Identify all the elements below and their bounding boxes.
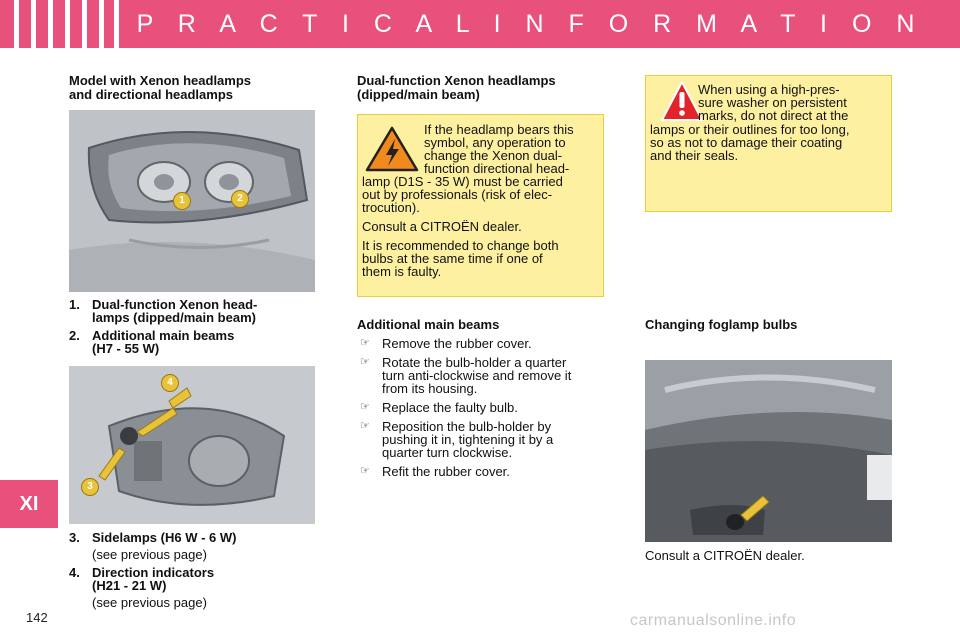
list-item: ☞ Rotate the bulb-holder a quarter turn anti-clockwise and remove it from its housing. — [360, 355, 572, 396]
page-header — [0, 0, 960, 48]
hand-pointer-icon: ☞ — [360, 420, 370, 432]
header-stripe — [14, 0, 19, 48]
electric-hazard-icon — [364, 125, 420, 173]
header-stripe — [99, 0, 104, 48]
additional-beams-steps — [357, 337, 604, 484]
list-item: 2. Additional main beams (H7 - 55 W) — [69, 328, 235, 356]
list-item: ☞ Refit the rubber cover. — [360, 464, 510, 479]
callout-3: 3 — [81, 478, 99, 496]
section-heading-additional-beams: Additional main beams — [357, 317, 500, 332]
callout-2: 2 — [231, 190, 249, 208]
header-stripe — [31, 0, 36, 48]
header-stripe — [65, 0, 70, 48]
foglamp-photo — [645, 360, 892, 542]
headlamp-illustration — [69, 110, 315, 292]
list-item: 4. Direction indicators (H21 - 21 W) (see previous page) — [69, 565, 215, 610]
consult-dealer-text: Consult a CITROËN dealer. — [362, 219, 522, 234]
list-item: 1. Dual-function Xenon head- lamps (dipped/main beam) — [69, 297, 258, 325]
header-stripe — [48, 0, 53, 48]
section-heading-dual-xenon: Dual-function Xenon headlamps (dipped/main beam) — [357, 73, 556, 102]
list-item: ☞ Replace the faulty bulb. — [360, 400, 518, 415]
headlamp-photo — [69, 110, 315, 292]
section-heading-foglamp: Changing foglamp bulbs — [645, 317, 798, 332]
callout-4: 4 — [161, 374, 179, 392]
caution-text-indented: When using a high-pres- sure washer on persistent marks, do not direct at the — [698, 82, 849, 123]
page-number: 142 — [26, 610, 48, 625]
list-item: ☞ Remove the rubber cover. — [360, 336, 532, 351]
list-item: 3. Sidelamps (H6 W - 6 W) (see previous page) — [69, 530, 237, 562]
pressure-washer-caution-box — [645, 75, 892, 212]
bulb-list-2 — [69, 531, 319, 614]
list-item: ☞ Reposition the bulb-holder by pushing it in, tightening it by a quarter turn clockwise. — [360, 419, 554, 460]
header-stripe — [114, 0, 119, 48]
watermark: carmanualsonline.info — [630, 612, 797, 629]
hand-pointer-icon: ☞ — [360, 337, 370, 349]
callout-1: 1 — [173, 192, 191, 210]
bulb-list-1 — [69, 298, 319, 360]
header-stripe — [82, 0, 87, 48]
foglamp-illustration — [645, 360, 892, 542]
page-title: P R A C T I C A L I N F O R M A T I O N — [136, 10, 924, 38]
headlamp-rear-illustration — [69, 366, 315, 524]
rear-headlamp-photo — [69, 366, 315, 524]
section-heading-xenon: Model with Xenon headlamps and directional headlamps — [69, 73, 252, 102]
electrocution-warning-box — [357, 114, 604, 297]
warning-text-full: lamp (D1S - 35 W) must be carried out by professionals (risk of elec- trocution). Consult a CITROËN dealer. It is recommended to change both bulbs at the same time if one of them is faulty. — [362, 175, 602, 278]
hand-pointer-icon: ☞ — [360, 465, 370, 477]
hand-pointer-icon: ☞ — [360, 356, 370, 368]
warning-text-indented: If the headlamp bears this symbol, any operation to change the Xenon dual- function directional head- — [424, 122, 574, 176]
consult-dealer-text: Consult a CITROËN dealer. — [645, 548, 805, 563]
caution-text-full: lamps or their outlines for too long, so as not to damage their coating and their seals. — [650, 122, 850, 163]
hand-pointer-icon: ☞ — [360, 401, 370, 413]
chapter-tab[interactable]: XI — [0, 480, 58, 528]
